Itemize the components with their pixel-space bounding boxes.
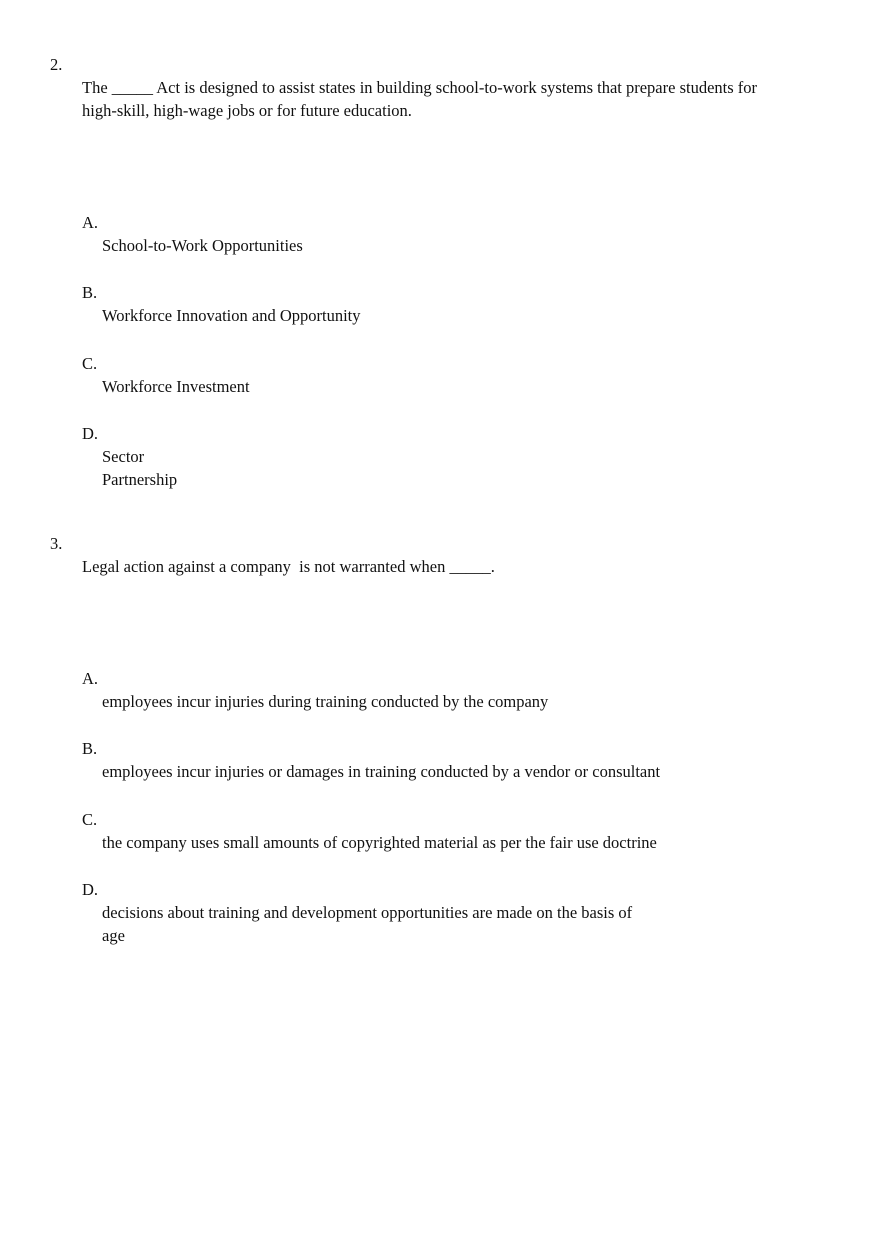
question-number: 3. [50, 534, 63, 553]
option-d[interactable] [82, 422, 782, 491]
option-b[interactable] [82, 737, 782, 783]
question-stem-line: Legal action against a company is not warranted when _____. [82, 557, 495, 576]
option-text: employees incur injuries or damages in training conducted by a vendor or consultant [102, 762, 661, 781]
option-letter: D. [82, 880, 99, 899]
option-text: the company uses small amounts of copyrighted material as per the fair use doctrine [102, 833, 657, 852]
option-text: Workforce Innovation and Opportunity [102, 306, 361, 325]
option-letter: B. [82, 739, 98, 758]
question-number: 2. [50, 55, 63, 74]
option-letter: B. [82, 283, 98, 302]
option-c[interactable] [82, 808, 782, 854]
question-stem [82, 76, 802, 122]
option-letter: C. [82, 810, 98, 829]
option-a[interactable] [82, 667, 782, 713]
option-text: employees incur injuries during training conducted by the company [102, 692, 549, 711]
option-text: decisions about training and development opportunities are made on the basis of [102, 903, 633, 922]
option-letter: C. [82, 354, 98, 373]
option-letter: A. [82, 213, 99, 232]
question-stem-line: The _____ Act is designed to assist states in building school-to-work systems that prepare students for [82, 78, 758, 97]
option-a[interactable] [82, 211, 782, 257]
option-text: School-to-Work Opportunities [102, 236, 303, 255]
option-letter: D. [82, 424, 99, 443]
option-text: Workforce Investment [102, 377, 250, 396]
option-text: Sector [102, 447, 145, 466]
option-b[interactable] [82, 281, 782, 327]
question-stem-line: high-skill, high-wage jobs or for future education. [82, 101, 412, 120]
option-letter: A. [82, 669, 99, 688]
option-c[interactable] [82, 352, 782, 398]
option-text: age [102, 926, 125, 945]
option-text: Partnership [102, 470, 178, 489]
question-stem [82, 555, 802, 578]
option-d[interactable] [82, 878, 782, 947]
